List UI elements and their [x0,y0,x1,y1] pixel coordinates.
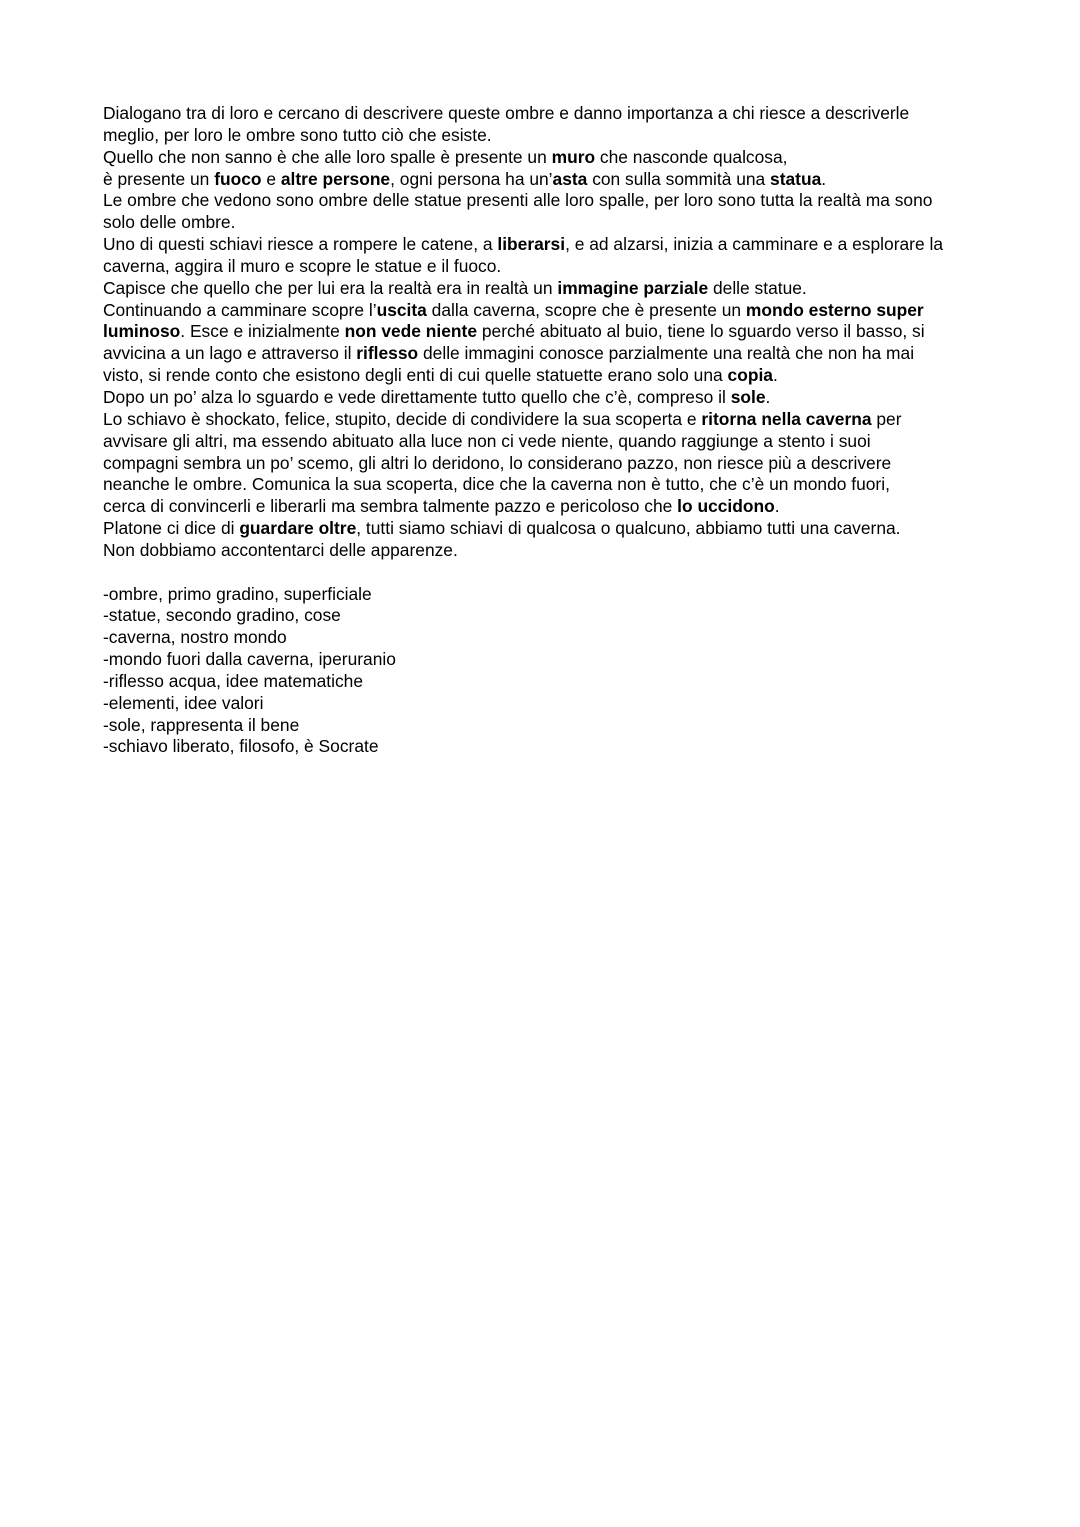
text-line [103,343,993,365]
text-run: . [774,496,780,517]
text-run: delle immagini conosce parzialmente una realtà che non ha mai [418,343,915,364]
text-run: visto, si rende conto che esistono degli enti di cui quelle statuette erano solo una [103,365,728,386]
text-line [103,190,993,212]
bold-keyword: muro [551,146,596,167]
text-run: Continuando a camminare scopre l’ [103,299,377,320]
list-item: -elementi, idee valori [103,692,264,713]
body-paragraph [103,103,993,562]
text-line [103,256,993,278]
bold-keyword: asta [552,168,588,189]
text-run: Capisce che quello che per lui era la realtà era in realtà un [103,277,558,298]
text-line [103,147,993,169]
text-run: Lo schiavo è shockato, felice, stupito, decide di condividere la sua scoperta e [103,408,702,429]
list-item: -ombre, primo gradino, superficiale [103,583,372,604]
bold-keyword: guardare oltre [239,518,357,539]
text-run: compagni sembra un po’ scemo, gli altri lo deridono, lo considerano pazzo, non riesce più a descrivere [103,452,892,473]
bold-keyword: riflesso [356,343,419,364]
text-run: Uno di questi schiavi riesce a rompere le catene, a [103,234,498,255]
text-line [103,540,993,562]
list-item: -mondo fuori dalla caverna, iperuranio [103,649,396,670]
bold-keyword: immagine parziale [557,277,709,298]
text-line [103,431,993,453]
text-run: avvisare gli altri, ma essendo abituato alla luce non ci vede niente, quando raggiunge a stento i suoi [103,430,871,451]
text-line [103,212,993,234]
text-line [103,365,993,387]
bold-keyword: statua [770,168,822,189]
text-run: Quello che non sanno è che alle loro spalle è presente un [103,146,552,167]
text-run: . [765,386,771,407]
text-run: solo delle ombre. [103,212,236,233]
bold-keyword: uscita [376,299,427,320]
text-run: Dopo un po’ alza lo sguardo e vede direttamente tutto quello che c’è, compreso il [103,386,731,407]
text-line [103,518,993,540]
text-line [103,453,993,475]
text-line [103,409,993,431]
text-line [103,103,993,125]
text-line [103,474,993,496]
bold-keyword: copia [727,365,773,386]
text-run: cerca di convincerli e liberarli ma sembra talmente pazzo e pericoloso che [103,496,678,517]
text-run: meglio, per loro le ombre sono tutto ciò che esiste. [103,124,492,145]
text-run: con sulla sommità una [587,168,771,189]
text-line [103,300,993,322]
list-item: -statue, secondo gradino, cose [103,605,341,626]
text-line [103,321,993,343]
text-run: , ogni persona ha un’ [390,168,553,189]
text-run: , tutti siamo schiavi di qualcosa o qualcuno, abbiamo tutti una caverna. [356,518,901,539]
bold-keyword: fuoco [214,168,262,189]
bold-keyword: sole [730,386,766,407]
text-run: Platone ci dice di [103,518,240,539]
text-run: che nasconde qualcosa, [595,146,788,167]
text-run: delle statue. [708,277,807,298]
text-run: per [871,408,902,429]
text-run: . [772,365,778,386]
bold-keyword: ritorna nella caverna [701,408,872,429]
paragraph-gap [103,562,993,584]
text-run: , e ad alzarsi, inizia a camminare e a esplorare la [565,234,944,255]
bold-keyword: non vede niente [344,321,478,342]
text-run: . [821,168,827,189]
text-run: è presente un [103,168,215,189]
text-run: . Esce e inizialmente [180,321,345,342]
bold-keyword: mondo esterno super [745,299,924,320]
text-run: Non dobbiamo accontentarci delle apparenze. [103,539,458,560]
text-run: dalla caverna, scopre che è presente un [426,299,746,320]
text-run: Dialogano tra di loro e cercano di descrivere queste ombre e danno importanza a chi riesce a descriverle [103,103,910,123]
text-line [103,125,993,147]
document-page [103,103,993,758]
bold-keyword: luminoso [103,321,181,342]
list-item: -riflesso acqua, idee matematiche [103,670,364,691]
bold-keyword: altre persone [280,168,391,189]
text-line [103,496,993,518]
list-item: -caverna, nostro mondo [103,627,287,648]
text-line [103,387,993,409]
text-run: e [261,168,281,189]
list-item: -sole, rappresenta il bene [103,714,300,735]
text-line [103,234,993,256]
text-run: caverna, aggira il muro e scopre le statue e il fuoco. [103,255,502,276]
bold-keyword: liberarsi [497,234,566,255]
text-line [103,169,993,191]
text-line [103,278,993,300]
list-item: -schiavo liberato, filosofo, è Socrate [103,736,379,757]
text-run: neanche le ombre. Comunica la sua scoperta, dice che la caverna non è tutto, che c’è un mondo fuori, [103,474,890,495]
bold-keyword: lo uccidono [677,496,775,517]
text-run: Le ombre che vedono sono ombre delle statue presenti alle loro spalle, per loro sono tutta la realtà ma sono [103,190,933,211]
summary-list [103,584,993,759]
text-run: perché abituato al buio, tiene lo sguardo verso il basso, si [477,321,925,342]
text-run: avvicina a un lago e attraverso il [103,343,357,364]
